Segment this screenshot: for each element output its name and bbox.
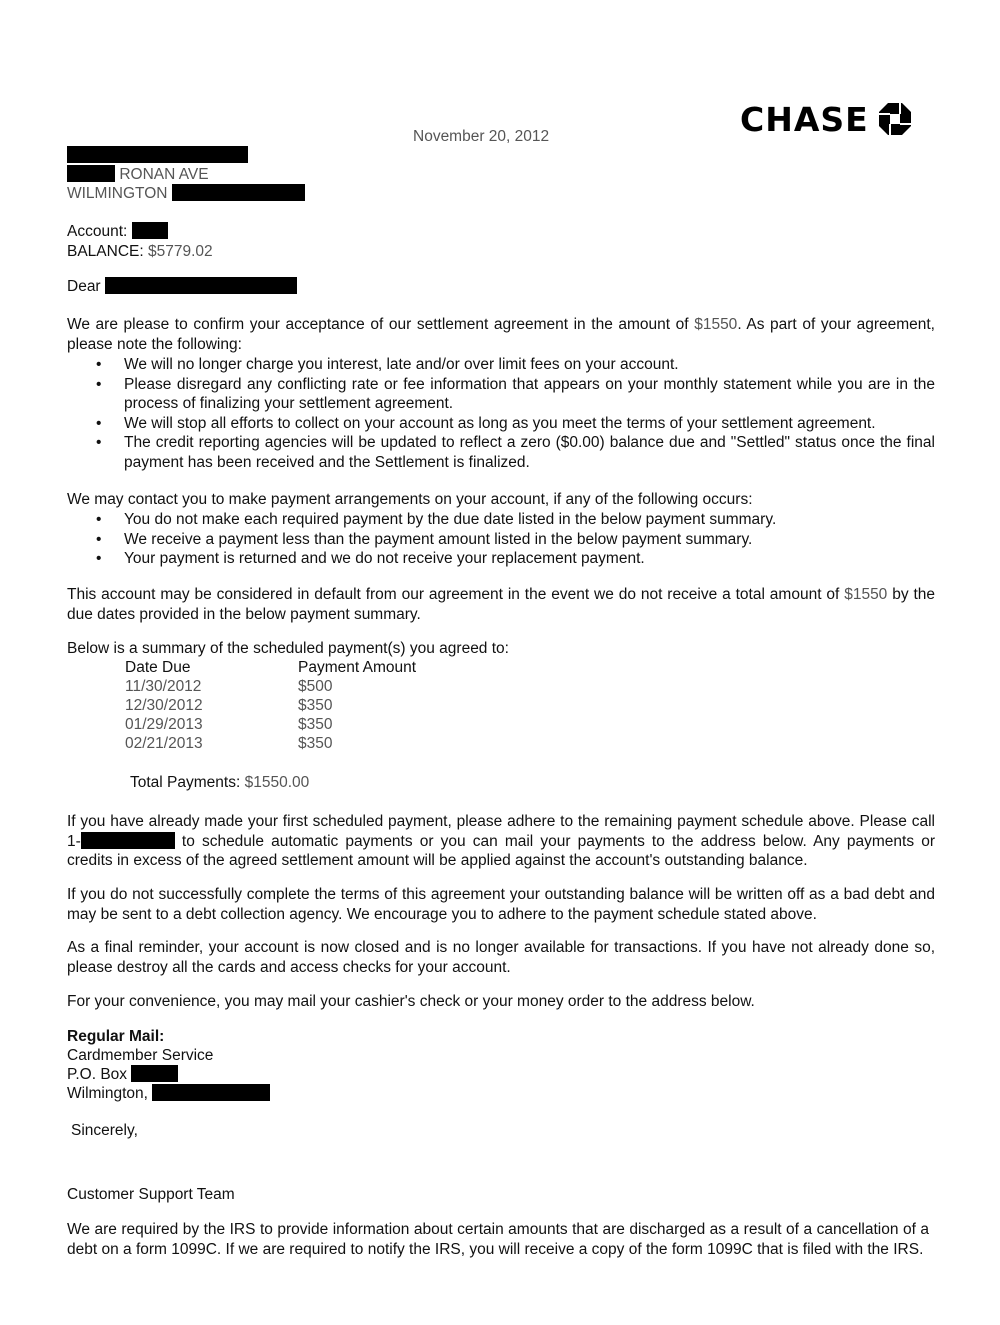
- mail-line-1: Cardmember Service: [67, 1047, 214, 1064]
- list-item: • Please disregard any conflicting rate or fee information that appears on your monthly statement while you are in the process of finalizing your settlement agreement.: [67, 375, 935, 414]
- row-date: 02/21/2013: [125, 735, 203, 752]
- total-payments: [130, 773, 309, 793]
- chase-logo: [740, 100, 913, 138]
- signature: Customer Support Team: [67, 1186, 235, 1203]
- list-item: • You do not make each required payment by the due date listed in the below payment summary.: [67, 510, 935, 530]
- redacted-recipient: [105, 277, 297, 294]
- list-item: • We will stop all efforts to collect on your account as long as you meet the terms of your settlement agreement.: [67, 414, 935, 434]
- address-city: [67, 184, 305, 204]
- redacted-house-number: [67, 165, 115, 182]
- recipient-name: [67, 146, 248, 166]
- account-line: [67, 222, 168, 242]
- total-label: Total Payments:: [130, 774, 241, 791]
- contact-intro: We may contact you to make payment arrangements on your account, if any of the following occurs:: [67, 491, 753, 508]
- default-text-after: by the due dates provided in the below payment summary.: [67, 586, 935, 623]
- bad-debt-paragraph: If you do not successfully complete the terms of this agreement your outstanding balance will be written off as a bad debt and may be sent to a debt collection agency. We encourage you to adhere to the payment schedule stated above.: [67, 886, 935, 923]
- header-payment-amount: Payment Amount: [298, 659, 417, 676]
- street-name: RONAN AVE: [119, 166, 209, 183]
- row-amount: $350: [298, 697, 333, 714]
- intro-text-after: . As part of your agreement, please note the following:: [67, 316, 935, 353]
- account-label: Account:: [67, 223, 128, 240]
- balance-label: BALANCE:: [67, 243, 144, 260]
- redacted-state-zip: [172, 184, 305, 201]
- contact-conditions-list: [67, 510, 935, 569]
- intro-amount: $1550: [694, 316, 738, 333]
- list-item: • We receive a payment less than the payment amount listed in the below payment summary.: [67, 530, 935, 550]
- redacted-account-number: [132, 222, 168, 239]
- letter-date: November 20, 2012: [413, 128, 550, 145]
- irs-notice: We are required by the IRS to provide information about certain amounts that are discharged as a result of a cancellation of a debt on a form 1099C. If we are required to notify the IRS, you will receive a copy of the form 1099C that is filed with the IRS.: [67, 1221, 929, 1258]
- reminder-paragraph: As a final reminder, your account is now closed and is no longer available for transactions. If you have not already done so, please destroy all the cards and access checks for your account.: [67, 939, 935, 976]
- schedule-intro: Below is a summary of the scheduled payment(s) you agreed to:: [67, 640, 509, 657]
- row-amount: $350: [298, 716, 333, 733]
- redacted-po-box: [131, 1065, 178, 1082]
- closing: Sincerely,: [71, 1122, 138, 1139]
- header-date-due: Date Due: [125, 659, 191, 676]
- row-amount: $500: [298, 678, 333, 695]
- total-value: $1550.00: [244, 774, 310, 791]
- city-name: WILMINGTON: [67, 185, 168, 202]
- first-payment-text-after: to schedule automatic payments or you can mail your payments to the address below. Any payments or credits in excess of the agreed settlement amount will be applied against the account's outstanding balance.: [67, 832, 935, 869]
- list-item: • We will no longer charge you interest, late and/or over limit fees on your account.: [67, 355, 935, 375]
- intro-text-before: We are please to confirm your acceptance of our settlement agreement in the amount of: [67, 316, 695, 333]
- row-date: 01/29/2013: [125, 716, 203, 733]
- row-date: 12/30/2012: [125, 697, 203, 714]
- mail-heading: Regular Mail:: [67, 1028, 165, 1045]
- address-street: [67, 165, 209, 185]
- logo-text: CHASE: [740, 99, 869, 139]
- benefits-list: [67, 355, 935, 472]
- greeting-word: Dear: [67, 278, 101, 295]
- redacted-mail-state-zip: [152, 1084, 270, 1101]
- po-box-label: P.O. Box: [67, 1066, 128, 1083]
- chase-octagon-icon: [877, 101, 913, 137]
- row-amount: $350: [298, 735, 333, 752]
- intro-paragraph: [67, 315, 935, 354]
- balance-value: $5779.02: [147, 243, 213, 260]
- first-payment-paragraph: [67, 812, 935, 871]
- list-item: • Your payment is returned and we do not receive your replacement payment.: [67, 549, 935, 569]
- mail-line-2: [67, 1065, 178, 1085]
- default-notice: [67, 585, 935, 624]
- greeting: [67, 277, 297, 297]
- first-payment-text-before: If you have already made your first scheduled payment, please adhere to the remaining payment schedule above. Please call 1-: [67, 813, 935, 850]
- list-item: • The credit reporting agencies will be updated to reflect a zero ($0.00) balance due and "Settled" status once the final payment has been received and the Settlement is finalized.: [67, 433, 935, 472]
- row-date: 11/30/2012: [125, 678, 202, 695]
- convenience-paragraph: For your convenience, you may mail your cashier's check or your money order to the address below.: [67, 993, 755, 1010]
- mail-line-3: [67, 1084, 270, 1104]
- redacted-name: [67, 146, 248, 163]
- balance-line: [67, 242, 213, 262]
- mail-city: Wilmington,: [67, 1085, 148, 1102]
- redacted-phone-number: [81, 832, 175, 849]
- default-amount: $1550: [844, 586, 888, 603]
- default-text-before: This account may be considered in default from our agreement in the event we do not receive a total amount of: [67, 586, 845, 603]
